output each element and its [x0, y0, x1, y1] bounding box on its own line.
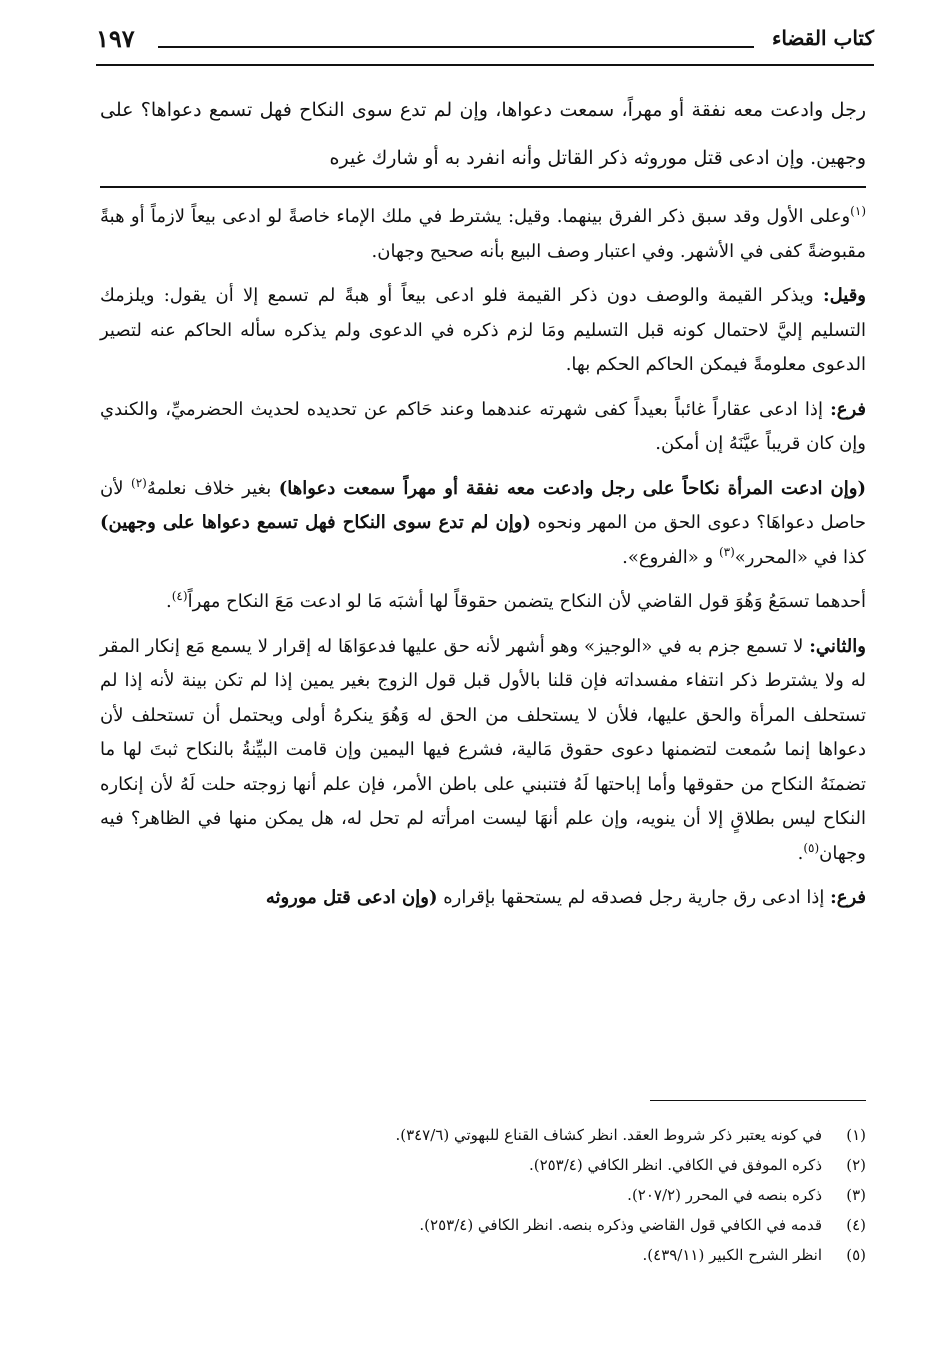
footnote-text: في كونه يعتبر ذكر شروط العقد. انظر كشاف القناع للبهوتي (٣٤٧/٦).: [395, 1126, 822, 1144]
footnote-divider: [650, 1100, 866, 1101]
paragraph-lead: فرع:: [830, 887, 866, 908]
footnote-text: ذكره بنصه في المحرر (٢٠٧/٢).: [627, 1186, 822, 1204]
footnote-item: [100, 1240, 866, 1270]
page-number: ١٩٧: [96, 24, 135, 53]
footnote-text: انظر الشرح الكبير (٤٣٩/١١).: [642, 1246, 822, 1264]
matn-paragraph: رجل وادعت معه نفقة أو مهراً، سمعت دعواها، وإن لم تدع سوى النكاح فهل تسمع دعواها؟ على وجهين. وإن ادعى قتل موروثه ذكر القاتل وأنه انفرد به أو شارك غيره: [100, 99, 866, 169]
paragraph-text: وعلى الأول وقد سبق ذكر الفرق بينهما. وقيل: يشترط في ملك الإماء خاصةً لو ادعى بيعاً لازماً أو هبةً مقبوضةً كفى في الأشهر. وفي اعتبار وصف البيع بأنه صحيح وجهان.: [100, 206, 866, 262]
paragraph-text: إذا ادعى رق جارية رجل فصدقه لم يستحقها بإقراره: [437, 887, 831, 908]
paragraph-tail: .: [166, 591, 172, 612]
quoted-matn: (وإن ادعى قتل موروثه: [265, 887, 438, 908]
footnote-number: (٤): [846, 1216, 866, 1234]
commentary: [100, 200, 866, 926]
commentary-paragraph-3: [100, 393, 866, 462]
commentary-paragraph-7: [100, 881, 866, 916]
paragraph-text: بغير خلاف نعلمهُ: [146, 477, 279, 499]
paragraph-text: و «الفروع».: [622, 546, 719, 568]
quoted-matn: (وإن ادعت المرأة نكاحاً على رجل وادعت معه نفقة أو مهراً سمعت دعواها): [278, 477, 866, 499]
footnotes: [100, 1120, 866, 1270]
header-divider: [96, 64, 874, 66]
paragraph-lead: وقيل:: [822, 285, 866, 306]
paragraph-text: لا تسمع جزم به في «الوجيز» وهو أشهر لأنه حق عليها فدعوَاهَا له إقرار لا يسمع مَع إنكار المقر له ولا يشترط ذكر انتفاء مفسداته فإن قلنا بالأول قبل قول الزوج بغير يمين إذا لم تكن بينة لأنه إذا لم تستحلف المرأة والحق عليها، فلأن لا يستحلف من الحق له وَهُوَ ينكرهُ أولى ويحتمل أن تستحلف لأن دعواها إنما سُمعت لتضمنها دعوى حقوق مَالية، فشرع فيها اليمين وإن قامت البيِّنةُ بالنكاح ثبتَ لها ما تضمنَهُ النكاح من حقوقها وأما إباحتها لَهُ فتنبني على باطن الأمر، فإن علم أنها زوجته حلت لَهُ لأن إنكاره النكاح ليس بطلاقٍ إلا أن ينويه، وإن علم أنهَا ليست امرأته لم تحل له، هل يمكن منها في الظاهر؟ فيه وجهان: [100, 635, 866, 864]
commentary-paragraph-6: [100, 630, 866, 872]
footnote-text: ذكره الموفق في الكافي. انظر الكافي (٢٥٣/٤).: [528, 1156, 822, 1174]
paragraph-tail: .: [797, 842, 804, 864]
footnote-item: [100, 1210, 866, 1240]
paragraph-text: لأن حاصل دعواهَا؟ دعوى الحق من المهر ونحوه: [100, 477, 866, 533]
footnote-ref-5[interactable]: (٥): [803, 840, 820, 855]
commentary-paragraph-2: [100, 279, 866, 383]
footnote-item: [100, 1150, 866, 1180]
footnote-item: [100, 1180, 866, 1210]
header-rule: [158, 46, 754, 48]
footnote-number: (١): [846, 1126, 866, 1144]
quoted-matn: (وإن لم تدع سوى النكاح فهل تسمع دعواها على وجهين): [100, 512, 531, 533]
paragraph-text: أحدهما تسمَعُ وَهُوَ قول القاضي لأن النكاح يتضمن حقوقاً لها أشبَه مَا لو ادعت مَعَ النكاح مهراً: [187, 591, 866, 612]
paragraph-text: كذا في «المحرر»: [734, 546, 866, 568]
page-header: [96, 26, 874, 66]
paragraph-lead: والثاني:: [809, 635, 866, 657]
footnote-ref-4[interactable]: (٤): [171, 589, 188, 603]
matn-text: [100, 86, 866, 182]
book-title: كتاب القضاء: [771, 26, 874, 50]
footnote-ref-1[interactable]: (١): [850, 204, 866, 218]
commentary-paragraph-1: [100, 200, 866, 269]
footnote-number: (٥): [846, 1246, 866, 1264]
footnote-ref-3[interactable]: (٣): [718, 544, 735, 559]
paragraph-text: إذا ادعى عقاراً غائباً بعيداً كفى شهرته عندهما وعند حَاكم عن تحديده لحديث الحضرميِّ، والكندي وإن كان قريباً عيَّنَهُ إن أمكن.: [100, 398, 866, 454]
commentary-paragraph-4: [100, 472, 866, 576]
paragraph-text: ويذكر القيمة والوصف دون ذكر القيمة فلو ادعى بيعاً أو هبةً لم تسمع إلا أن يقول: ويلزمك التسليم إليَّ لاحتمال كونه قبل التسليم ومَا لزم ذكره في الدعوى ولم يذكره سأله الحاكم عنه لتصير الدعوى معلومةً فيمكن الحاكم الحكم بها.: [100, 285, 866, 375]
matn-divider: [100, 186, 866, 188]
footnote-text: قدمه في الكافي قول القاضي وذكره بنصه. انظر الكافي (٢٥٣/٤).: [419, 1216, 822, 1234]
footnote-ref-2[interactable]: (٢): [131, 475, 147, 490]
commentary-paragraph-5: [100, 585, 866, 620]
footnote-number: (٣): [846, 1186, 866, 1204]
paragraph-lead: فرع:: [830, 398, 866, 420]
footnote-item: [100, 1120, 866, 1150]
footnote-number: (٢): [846, 1156, 866, 1174]
